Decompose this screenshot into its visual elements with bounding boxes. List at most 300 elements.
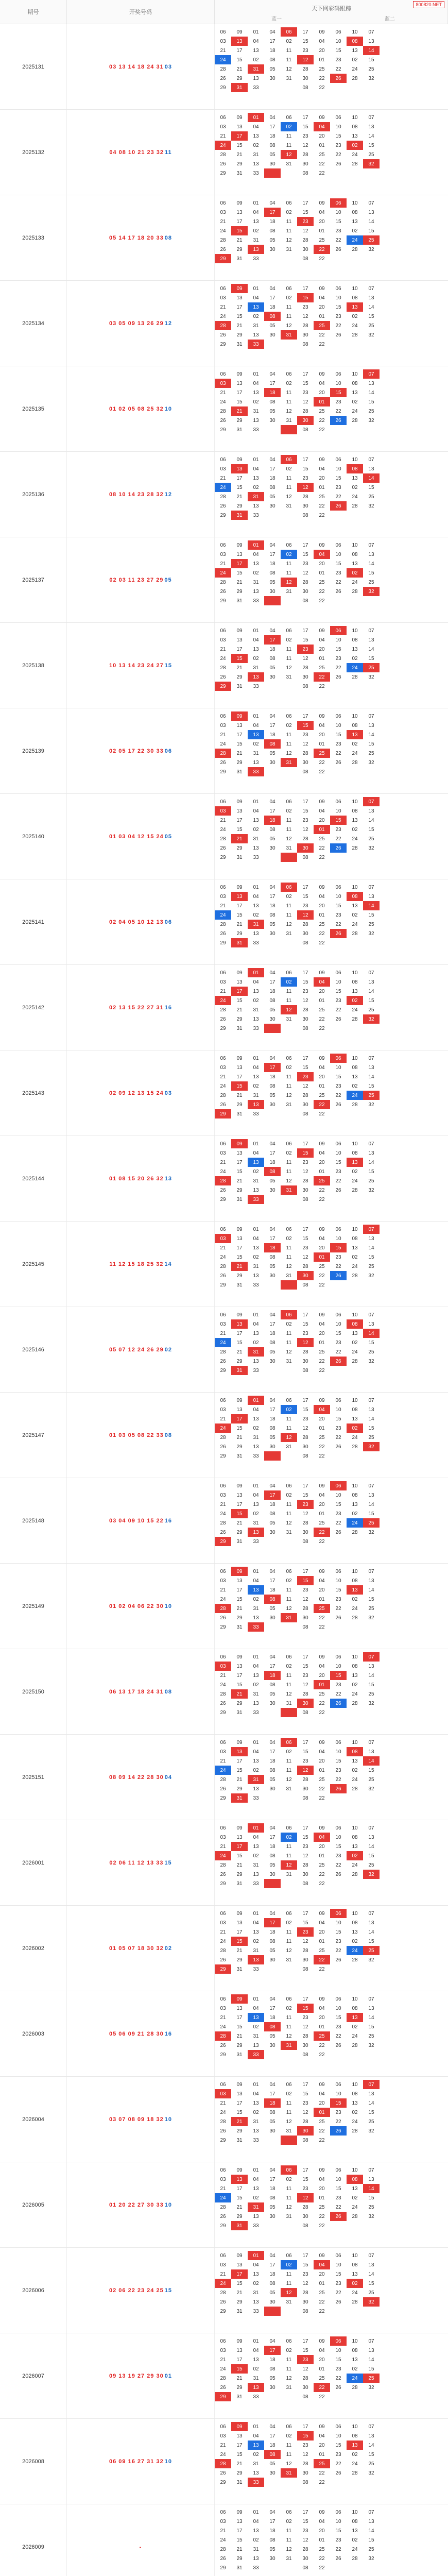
- grid-cell: 06: [220, 1397, 226, 1403]
- analysis-grid: [215, 797, 448, 862]
- grid-cell: 13: [253, 2271, 259, 2277]
- grid-cell: 25: [368, 2461, 374, 2467]
- grid-cell: 24: [352, 66, 358, 72]
- grid-cell: 15: [236, 1254, 243, 1260]
- grid-row: [215, 293, 448, 302]
- grid-row: [215, 559, 448, 568]
- grid-cell: 13: [236, 2518, 243, 2524]
- grid-row: [215, 425, 448, 434]
- grid-cell: 29: [236, 75, 243, 81]
- grid-cell: 06: [220, 1483, 226, 1489]
- grid-cell: 17: [302, 1141, 308, 1147]
- grid-cell: 08: [264, 2022, 281, 2031]
- grid-cell: 08: [302, 683, 308, 689]
- grid-cell: 10: [335, 1834, 341, 1840]
- grid-cell: 11: [286, 732, 292, 738]
- grid-cell: 04: [319, 2091, 325, 2097]
- grid-cell: 11: [286, 1501, 292, 1507]
- grid-cell: 15: [368, 570, 374, 576]
- grid-cell: 32: [363, 159, 380, 168]
- grid-cell: 17: [236, 1330, 243, 1336]
- grid-cell: 08: [269, 1938, 275, 1944]
- grid-cell: 15: [335, 1330, 341, 1336]
- grid-cell: 29: [236, 1187, 243, 1193]
- grid-cell: 12: [302, 2280, 308, 2286]
- grid-cell: [330, 1109, 347, 1118]
- grid-cell: 13: [253, 1444, 259, 1450]
- grid-cell: 31: [286, 674, 292, 680]
- grid-cell: 23: [335, 1511, 341, 1517]
- table-row: [0, 1478, 448, 1564]
- grid-cell: 01: [314, 1680, 330, 1689]
- draw-numbers: [67, 452, 215, 537]
- grid-cell: 02: [253, 2366, 259, 2372]
- grid-cell: [281, 168, 297, 178]
- grid-cell: 08: [302, 598, 308, 604]
- grid-cell: 02: [286, 1235, 292, 1242]
- grid-cell: 13: [253, 2528, 259, 2534]
- grid-cell: 06: [286, 542, 292, 548]
- grid-cell: 25: [319, 1263, 325, 1269]
- grid-cell: [363, 938, 380, 947]
- blue-ball: 10: [164, 1603, 172, 1609]
- grid-cell: 31: [236, 854, 243, 860]
- grid-cell: 20: [319, 2442, 325, 2448]
- grid-cell: 23: [335, 1767, 341, 1773]
- grid-cell: 13: [368, 1492, 374, 1498]
- grid-cell: 29: [215, 1537, 231, 1546]
- blue-ball: 14: [164, 1261, 172, 1267]
- grid-cell: 14: [363, 46, 380, 55]
- grid-cell: [363, 596, 380, 605]
- grid-cell: 17: [231, 559, 248, 568]
- grid-cell: 31: [236, 1709, 243, 1716]
- grid-cell: 17: [269, 979, 275, 985]
- grid-cell: 22: [335, 921, 341, 927]
- grid-cell: 02: [286, 1492, 292, 1498]
- grid-cell: 13: [347, 1585, 363, 1595]
- grid-cell: 06: [220, 114, 226, 121]
- grid-cell: 31: [253, 665, 259, 671]
- grid-row: [215, 2392, 448, 2401]
- analysis-grid: [215, 540, 448, 605]
- grid-cell: 06: [220, 2424, 226, 2430]
- grid-cell: 18: [269, 218, 275, 225]
- grid-cell: 17: [264, 2346, 281, 2355]
- grid-cell: 05: [269, 66, 275, 72]
- grid-cell: 09: [319, 2167, 325, 2173]
- grid-cell: 21: [236, 1947, 243, 1954]
- grid-cell: 31: [286, 1529, 292, 1535]
- grid-cell: 13: [253, 646, 259, 652]
- grid-cell: 23: [335, 484, 341, 490]
- grid-cell: 25: [319, 1691, 325, 1697]
- issue-number: 2025148: [0, 1478, 67, 1563]
- grid-cell: 29: [236, 588, 243, 595]
- blue-ball: 11: [165, 149, 172, 156]
- grid-cell: 29: [236, 1273, 243, 1279]
- grid-cell: 24: [215, 55, 231, 64]
- grid-cell: 32: [368, 1101, 374, 1108]
- grid-cell: 32: [368, 759, 374, 766]
- blue-ball: 10: [164, 405, 172, 412]
- grid-cell: 11: [286, 1083, 292, 1089]
- grid-cell: 13: [368, 1406, 374, 1413]
- grid-cell: 10: [335, 38, 341, 44]
- blue-ball: 12: [164, 320, 172, 327]
- grid-cell: 09: [236, 200, 243, 206]
- grid-row: [215, 1280, 448, 1290]
- grid-cell: 12: [302, 1682, 308, 1688]
- grid-row: [215, 1225, 448, 1234]
- grid-cell: 22: [319, 1111, 325, 1117]
- grid-cell: [347, 2563, 363, 2572]
- grid-cell: 09: [319, 970, 325, 976]
- grid-cell: 29: [236, 161, 243, 167]
- grid-cell: 14: [368, 1929, 374, 1935]
- grid-cell: 08: [269, 2109, 275, 2115]
- grid-cell: 22: [335, 494, 341, 500]
- grid-cell: 03: [220, 637, 226, 643]
- grid-cell: 02: [352, 1682, 358, 1688]
- grid-cell: 18: [269, 2357, 275, 2363]
- grid-cell: 02: [286, 1321, 292, 1327]
- grid-cell: 31: [236, 1111, 243, 1117]
- grid-cell: 15: [335, 732, 341, 738]
- issue-number: 2025142: [0, 965, 67, 1050]
- grid-cell: 15: [236, 1596, 243, 1602]
- grid-cell: 09: [319, 542, 325, 548]
- grid-cell: 11: [286, 2109, 292, 2115]
- grid-cell: 08: [352, 1663, 358, 1669]
- grid-cell: [281, 1451, 297, 1461]
- grid-cell: 02: [253, 741, 259, 747]
- grid-cell: 02: [352, 2109, 358, 2115]
- grid-cell: 14: [363, 1756, 380, 1766]
- grid-cell: 10: [352, 2509, 358, 2515]
- grid-cell: 18: [269, 475, 275, 481]
- grid-cell: 04: [269, 1910, 275, 1917]
- grid-cell: 04: [314, 2260, 330, 2269]
- grid-cell: 28: [302, 2033, 308, 2039]
- grid-cell: 09: [319, 200, 325, 206]
- grid-cell: 13: [352, 1330, 358, 1336]
- grid-cell: 08: [269, 1682, 275, 1688]
- grid-row: [215, 2269, 448, 2279]
- grid-cell: 26: [220, 588, 226, 595]
- grid-cell: [347, 2221, 363, 2230]
- grid-cell: [264, 1024, 281, 1033]
- grid-cell: 13: [253, 1929, 259, 1935]
- grid-cell: 13: [352, 2271, 358, 2277]
- grid-row: [215, 464, 448, 473]
- grid-cell: 22: [335, 1776, 341, 1783]
- grid-cell: 13: [248, 2441, 264, 2450]
- grid-cell: 14: [368, 1843, 374, 1850]
- grid-cell: 25: [319, 1862, 325, 1868]
- grid-cell: [330, 254, 347, 263]
- grid-cell: 17: [269, 2518, 275, 2524]
- grid-cell: 28: [220, 1349, 226, 1355]
- grid-cell: 01: [319, 912, 325, 918]
- grid-cell: 04: [319, 1235, 325, 1242]
- grid-cell: 28: [220, 66, 226, 72]
- grid-cell: 10: [352, 1312, 358, 1318]
- grid-cell: 22: [319, 84, 325, 91]
- grid-cell: 14: [368, 817, 374, 823]
- issue-number: 2025145: [0, 1222, 67, 1307]
- grid-cell: 24: [352, 2461, 358, 2467]
- grid-cell: 05: [269, 1007, 275, 1013]
- grid-cell: 08: [269, 826, 275, 833]
- grid-row: [215, 1481, 448, 1490]
- grid-cell: 17: [269, 1834, 275, 1840]
- grid-cell: 10: [352, 542, 358, 548]
- grid-cell: [330, 1537, 347, 1546]
- grid-cell: 01: [319, 2537, 325, 2543]
- grid-cell: 21: [220, 561, 226, 567]
- grid-cell: 01: [253, 1055, 259, 1061]
- grid-cell: 28: [352, 1016, 358, 1022]
- grid-cell: 17: [269, 1321, 275, 1327]
- grid-cell: 17: [302, 1825, 308, 1831]
- grid-cell: 28: [302, 1520, 308, 1526]
- grid-cell: 04: [269, 371, 275, 377]
- grid-cell: [330, 2221, 347, 2230]
- grid-cell: 32: [368, 417, 374, 423]
- grid-cell: 11: [286, 903, 292, 909]
- grid-cell: 13: [236, 1920, 243, 1926]
- grid-cell: [281, 425, 297, 434]
- draw-numbers: [67, 1478, 215, 1563]
- grid-cell: 25: [368, 750, 374, 756]
- grid-cell: 22: [319, 2223, 325, 2229]
- grid-cell: 13: [253, 1871, 259, 1877]
- grid-cell: 04: [269, 2424, 275, 2430]
- grid-cell: 33: [253, 256, 259, 262]
- grid-cell: 06: [330, 1909, 347, 1918]
- grid-row: [215, 2554, 448, 2563]
- grid-cell: 18: [269, 133, 275, 139]
- grid-cell: [281, 682, 297, 691]
- grid-cell: 25: [368, 2204, 374, 2210]
- grid-cell: 04: [253, 38, 259, 44]
- grid-cell: 23: [335, 1682, 341, 1688]
- grid-row: [215, 312, 448, 321]
- grid-cell: 08: [264, 312, 281, 321]
- grid-cell: 12: [281, 1433, 297, 1442]
- grid-cell: 31: [236, 1025, 243, 1031]
- grid-cell: 08: [269, 1767, 275, 1773]
- grid-cell: 30: [302, 1871, 308, 1877]
- grid-cell: 09: [231, 711, 248, 721]
- grid-cell: 04: [269, 200, 275, 206]
- grid-cell: 06: [281, 1738, 297, 1747]
- grid-cell: 26: [330, 1271, 347, 1280]
- grid-cell: 31: [253, 2375, 259, 2381]
- grid-cell: 09: [236, 2167, 243, 2173]
- grid-cell: 13: [236, 551, 243, 557]
- grid-cell: 29: [220, 1795, 226, 1801]
- analysis-subheader-a: 蓝一: [271, 16, 282, 22]
- grid-cell: 13: [368, 2091, 374, 2097]
- grid-cell: 22: [335, 2204, 341, 2210]
- grid-cell: 15: [368, 1682, 374, 1688]
- grid-cell: 13: [347, 2013, 363, 2022]
- grid-cell: 29: [220, 1709, 226, 1716]
- grid-cell: 22: [319, 2308, 325, 2314]
- grid-cell: 23: [335, 1168, 341, 1175]
- grid-cell: 30: [297, 1699, 314, 1708]
- grid-cell: 22: [314, 1100, 330, 1109]
- grid-cell: 13: [248, 1528, 264, 1537]
- grid-cell: 11: [286, 1168, 292, 1175]
- grid-cell: 06: [286, 1226, 292, 1232]
- grid-cell: [347, 1109, 363, 1118]
- grid-cell: 06: [335, 2081, 341, 2088]
- grid-cell: 04: [269, 2167, 275, 2173]
- grid-cell: 13: [253, 1330, 259, 1336]
- grid-cell: 04: [253, 2433, 259, 2439]
- grid-cell: 08: [269, 1083, 275, 1089]
- grid-cell: 14: [368, 1587, 374, 1593]
- grid-cell: 20: [319, 2100, 325, 2106]
- grid-cell: 06: [335, 884, 341, 890]
- grid-cell: 15: [330, 816, 347, 825]
- grid-cell: [347, 767, 363, 776]
- grid-row: [215, 217, 448, 226]
- grid-row: [215, 1662, 448, 1671]
- grid-cell: [363, 1622, 380, 1632]
- grid-cell: 15: [236, 1340, 243, 1346]
- grid-cell: 23: [335, 2195, 341, 2201]
- issue-number: 2026002: [0, 1906, 67, 1991]
- grid-cell: 22: [335, 1520, 341, 1526]
- grid-cell: 28: [302, 1776, 308, 1783]
- grid-cell: 29: [236, 2128, 243, 2134]
- grid-cell: 07: [368, 1055, 374, 1061]
- grid-row: [215, 1185, 448, 1195]
- grid-cell: 13: [236, 2091, 243, 2097]
- grid-cell: 23: [335, 1596, 341, 1602]
- grid-cell: 04: [253, 2176, 259, 2182]
- grid-cell: 15: [335, 1501, 341, 1507]
- grid-cell: 21: [236, 323, 243, 329]
- grid-cell: 13: [253, 2470, 259, 2476]
- grid-cell: 13: [253, 930, 259, 937]
- grid-cell: 22: [319, 940, 325, 946]
- red-balls: 06 09 16 27 31 32: [109, 2458, 164, 2465]
- grid-cell: 15: [335, 646, 341, 652]
- grid-cell: 13: [352, 646, 358, 652]
- grid-cell: 12: [302, 1254, 308, 1260]
- grid-cell: 25: [319, 151, 325, 158]
- grid-cell: 17: [302, 542, 308, 548]
- grid-cell: 20: [319, 903, 325, 909]
- grid-cell: 01: [319, 313, 325, 319]
- grid-cell: [347, 1622, 363, 1632]
- grid-cell: 02: [286, 722, 292, 728]
- grid-cell: 22: [319, 1880, 325, 1887]
- analysis-grid: [215, 1823, 448, 1888]
- grid-cell: 21: [220, 2528, 226, 2534]
- draw-numbers: [67, 1136, 215, 1221]
- grid-cell: 04: [269, 1825, 275, 1831]
- draw-numbers: [67, 2504, 215, 2576]
- grid-cell: 28: [302, 579, 308, 585]
- grid-cell: 15: [302, 1321, 308, 1327]
- grid-cell: 20: [319, 1245, 325, 1251]
- grid-row: [215, 1604, 448, 1613]
- grid-cell: 30: [302, 75, 308, 81]
- grid-cell: 22: [319, 759, 325, 766]
- grid-cell: 31: [286, 1358, 292, 1364]
- grid-cell: 31: [286, 1957, 292, 1963]
- grid-cell: 15: [335, 2271, 341, 2277]
- grid-cell: 17: [236, 1159, 243, 1165]
- grid-cell: 26: [335, 1529, 341, 1535]
- grid-cell: 20: [319, 218, 325, 225]
- grid-row: [215, 2346, 448, 2355]
- grid-cell: 05: [269, 2119, 275, 2125]
- grid-cell: 13: [352, 903, 358, 909]
- grid-cell: 29: [236, 246, 243, 252]
- grid-cell: 12: [302, 1938, 308, 1944]
- grid-cell: 08: [302, 1709, 308, 1716]
- grid-cell: 22: [319, 75, 325, 81]
- grid-cell: 04: [319, 2176, 325, 2182]
- grid-cell: 15: [236, 57, 243, 63]
- grid-cell: 15: [302, 2176, 308, 2182]
- grid-cell: 10: [352, 456, 358, 463]
- grid-cell: 20: [319, 2357, 325, 2363]
- grid-cell: 06: [286, 2424, 292, 2430]
- grid-cell: 15: [302, 1749, 308, 1755]
- grid-cell: 15: [368, 1938, 374, 1944]
- grid-cell: 24: [352, 2033, 358, 2039]
- grid-cell: 20: [319, 817, 325, 823]
- grid-row: [215, 1537, 448, 1546]
- analysis-grid: [215, 2422, 448, 2487]
- grid-cell: 28: [220, 237, 226, 243]
- grid-row: [215, 2517, 448, 2526]
- grid-cell: 11: [286, 484, 292, 490]
- grid-cell: 31: [231, 1793, 248, 1803]
- grid-cell: 23: [302, 2528, 308, 2534]
- grid-cell: 13: [368, 1663, 374, 1669]
- grid-cell: 22: [319, 1282, 325, 1288]
- grid-row: [215, 834, 448, 843]
- grid-cell: 21: [220, 2014, 226, 2021]
- grid-cell: 22: [319, 2565, 325, 2571]
- grid-cell: 28: [220, 921, 226, 927]
- grid-cell: 30: [269, 1786, 275, 1792]
- grid-cell: 12: [286, 921, 292, 927]
- grid-cell: 31: [236, 769, 243, 775]
- grid-cell: [330, 596, 347, 605]
- grid-cell: 05: [269, 836, 275, 842]
- grid-cell: 15: [368, 1340, 374, 1346]
- grid-cell: 25: [319, 2204, 325, 2210]
- grid-cell: 13: [236, 637, 243, 643]
- grid-cell: 04: [253, 979, 259, 985]
- analysis-grid: [215, 1481, 448, 1546]
- grid-cell: 10: [352, 1910, 358, 1917]
- grid-row: [215, 1109, 448, 1118]
- grid-cell: 15: [236, 399, 243, 405]
- grid-row: [215, 645, 448, 654]
- grid-cell: 30: [302, 246, 308, 252]
